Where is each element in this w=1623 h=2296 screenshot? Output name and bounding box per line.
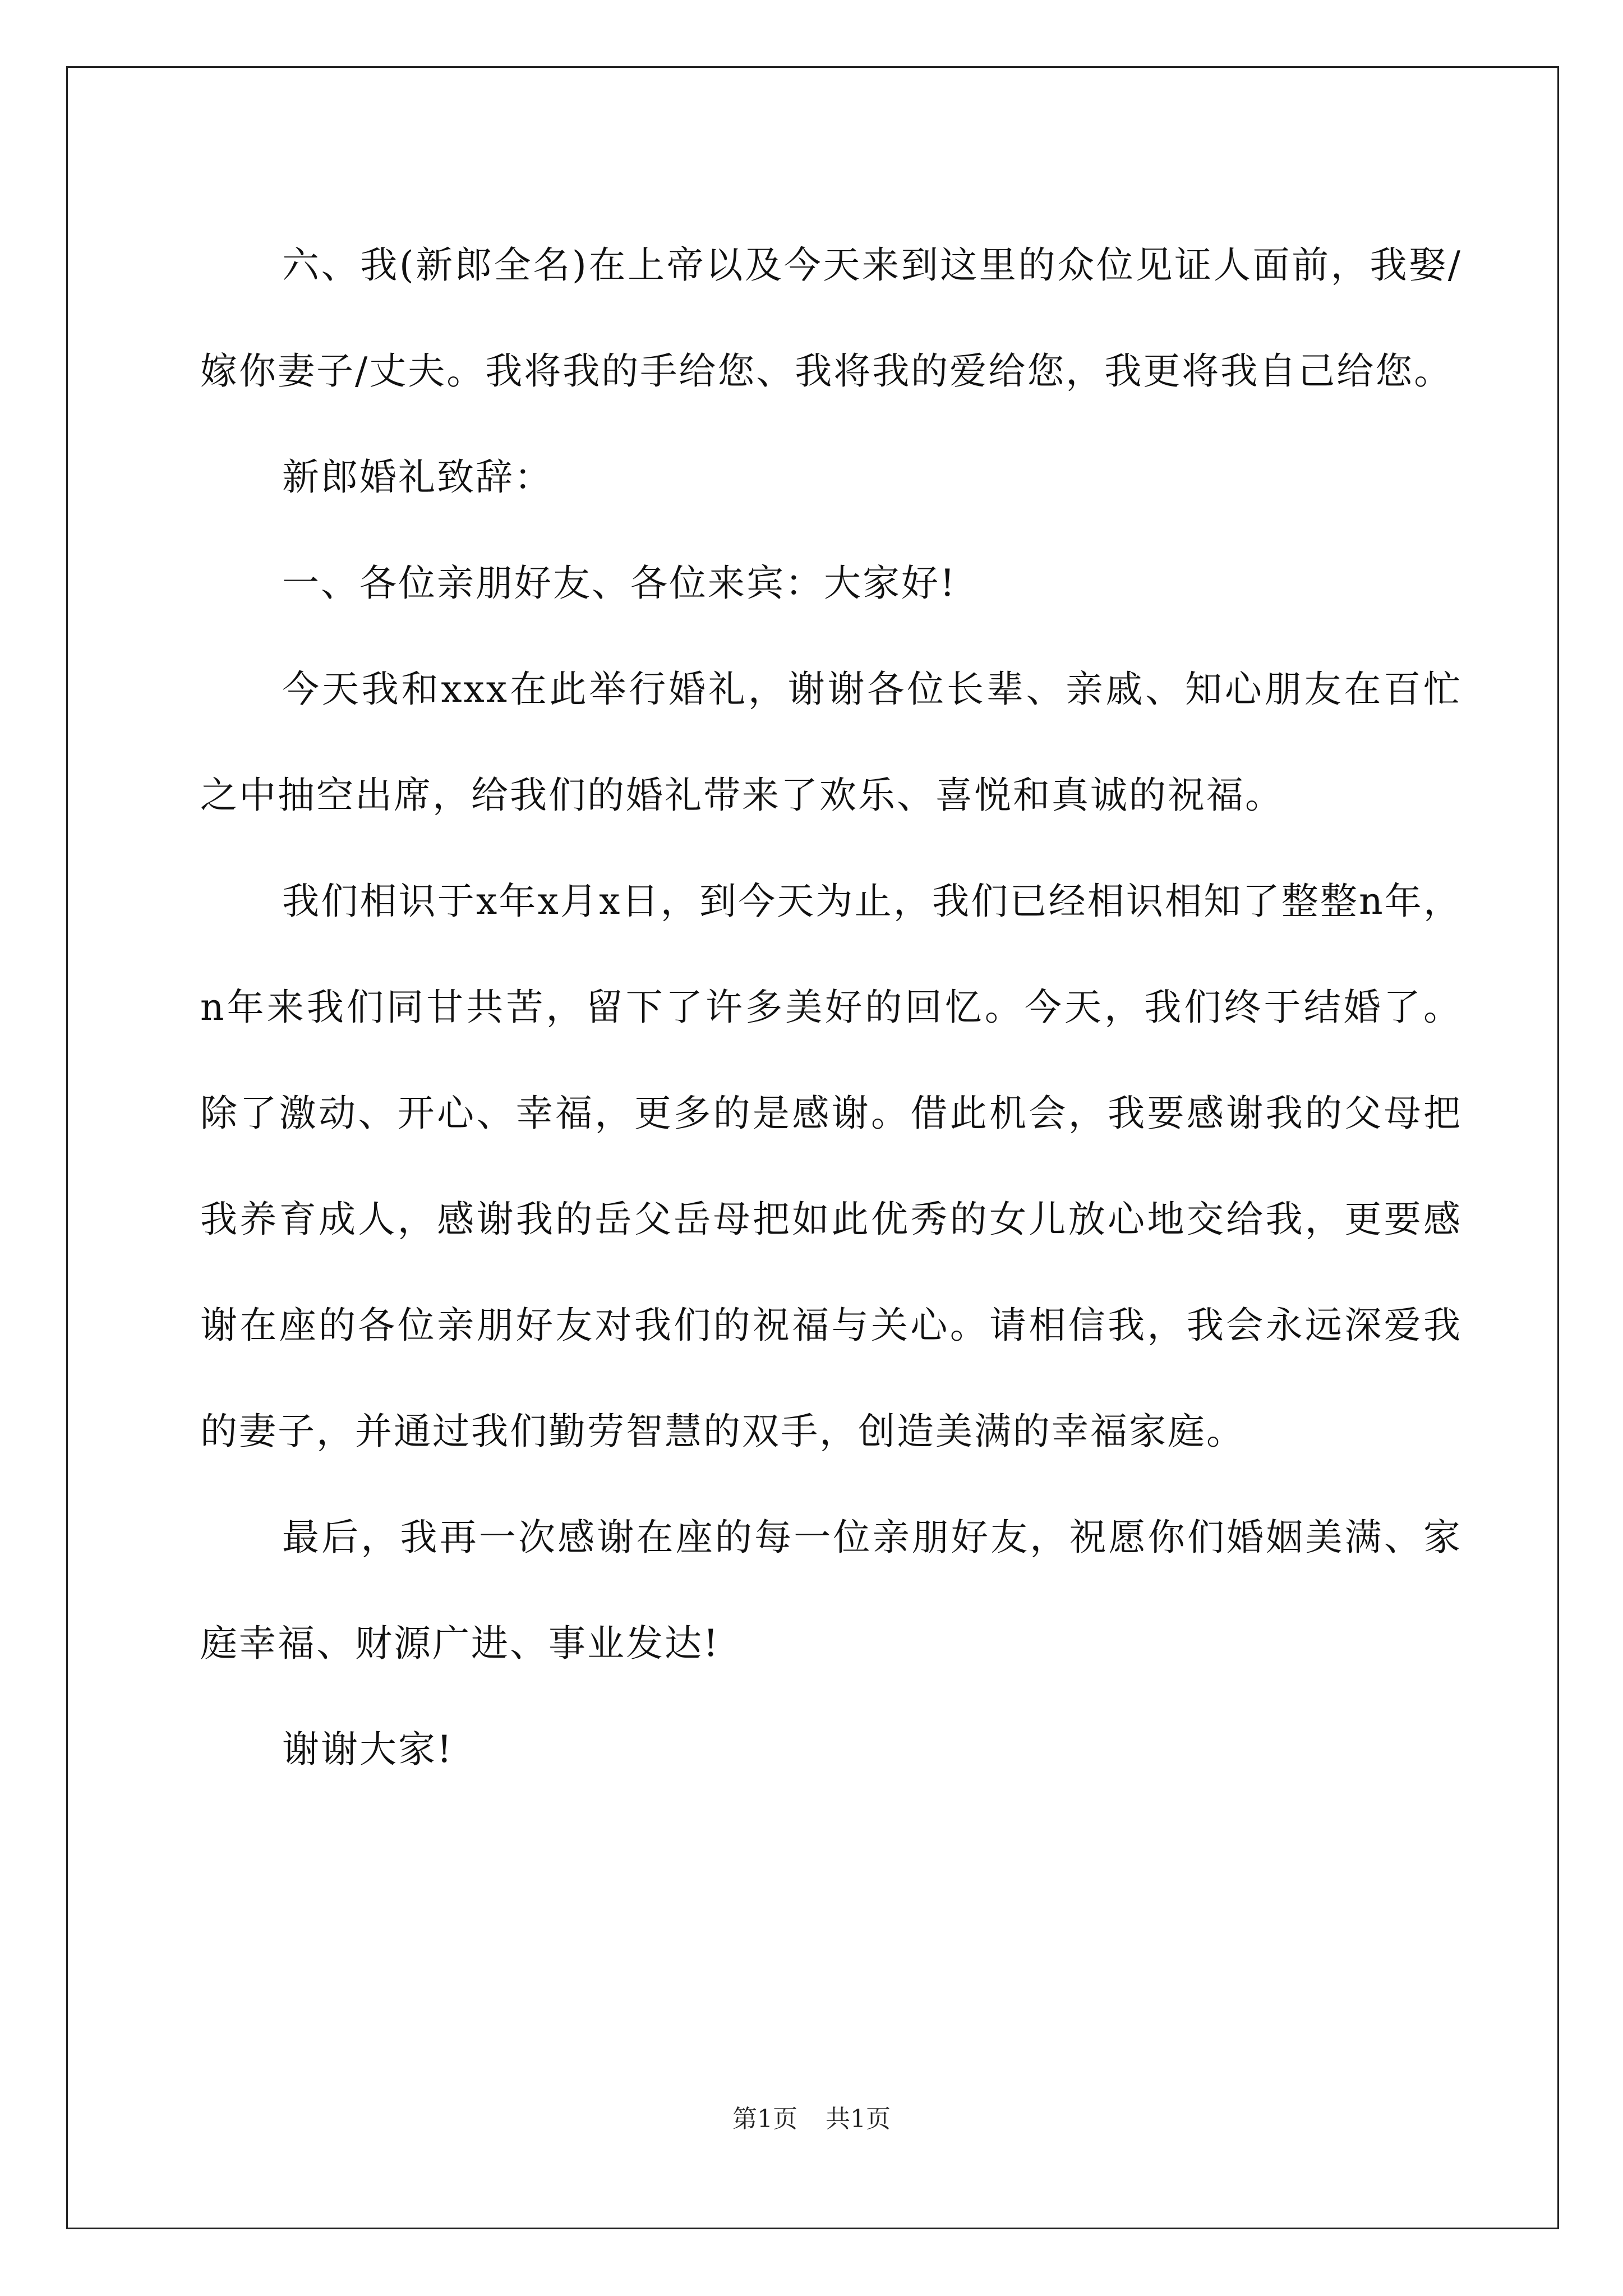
paragraph-thanks-guests: 今天我和xxx在此举行婚礼，谢谢各位长辈、亲戚、知心朋友在百忙之中抽空出席，给我们的婚礼带来了欢乐、喜悦和真诚的祝福。	[200, 668, 1462, 817]
page-number-total: 共1页	[826, 2105, 891, 2133]
section-heading-groom-speech: 新郎婚礼致辞：	[282, 455, 553, 499]
page-footer	[0, 2102, 1623, 2136]
paragraph-closing-wishes: 最后，我再一次感谢在座的每一位亲朋好友，祝愿你们婚姻美满、家庭幸福、财源广进、事业发达!	[200, 1516, 1462, 1665]
document-body	[200, 212, 1462, 1802]
paragraph-vow: 六、我(新郎全名)在上帝以及今天来到这里的众位见证人面前，我娶/嫁你妻子/丈夫。我将我的手给您、我将我的爱给您，我更将我自己给您。	[200, 243, 1462, 393]
page-number-current: 第1页	[732, 2105, 797, 2133]
paragraph-story: 我们相识于x年x月x日，到今天为止，我们已经相识相知了整整n年，n年来我们同甘共苦，留下了许多美好的回忆。今天，我们终于结婚了。除了激动、开心、幸福，更多的是感谢。借此机会，我要感谢我的父母把我养育成人，感谢我的岳父岳母把如此优秀的女儿放心地交给我，更要感谢在座的各位亲朋好友对我们的祝福与关心。请相信我，我会永远深爱我的妻子，并通过我们勤劳智慧的双手，创造美满的幸福家庭。	[200, 880, 1462, 1453]
paragraph-greeting: 一、各位亲朋好友、各位来宾：大家好!	[282, 562, 957, 605]
paragraph-thank-you: 谢谢大家!	[282, 1728, 454, 1771]
